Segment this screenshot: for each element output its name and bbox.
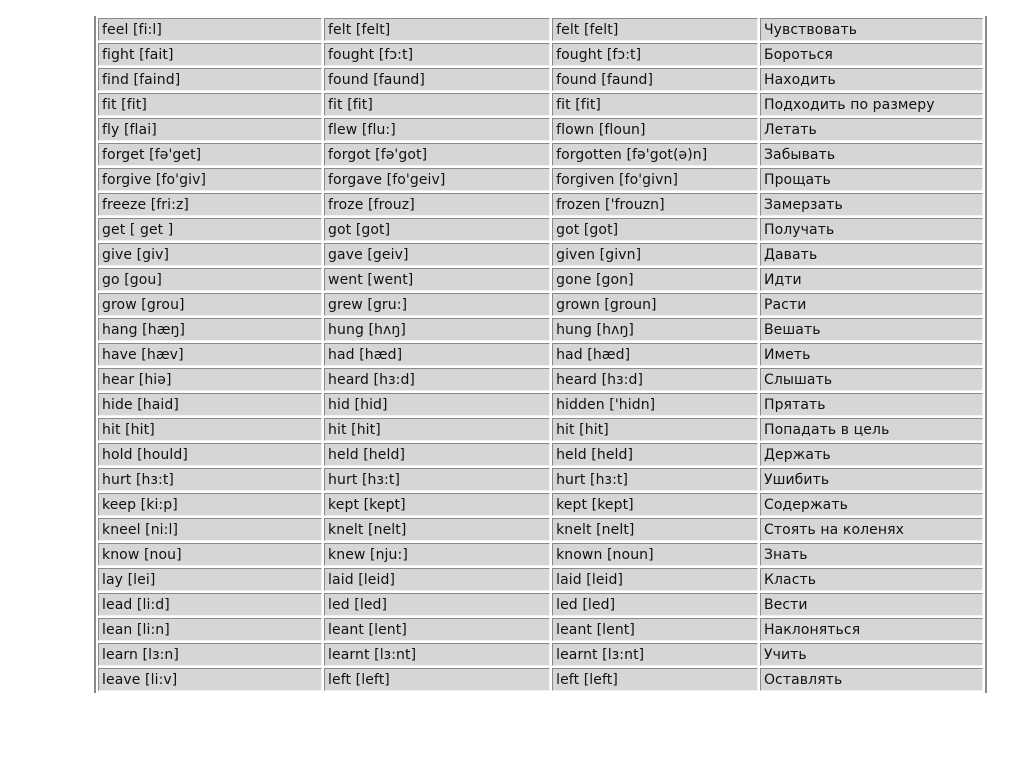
table-row: [98, 218, 983, 241]
irregular-verbs-table: [94, 16, 987, 693]
table-row: [98, 168, 983, 191]
translation-cell: Слышать: [760, 368, 983, 391]
past-participle-cell: knelt [nelt]: [552, 518, 758, 541]
table-row: [98, 68, 983, 91]
table-row: [98, 468, 983, 491]
table-row: [98, 243, 983, 266]
translation-cell: Вести: [760, 593, 983, 616]
infinitive-cell: hit [hit]: [98, 418, 322, 441]
translation-cell: Ушибить: [760, 468, 983, 491]
translation-cell: Попадать в цель: [760, 418, 983, 441]
past-simple-cell: hit [hit]: [324, 418, 550, 441]
infinitive-cell: feel [fi:l]: [98, 18, 322, 41]
table-row: [98, 143, 983, 166]
table-row: [98, 318, 983, 341]
table-row: [98, 18, 983, 41]
infinitive-cell: find [faind]: [98, 68, 322, 91]
past-participle-cell: forgotten [fə'got(ə)n]: [552, 143, 758, 166]
table-row: [98, 268, 983, 291]
verbs-table-body: [98, 18, 983, 691]
translation-cell: Наклоняться: [760, 618, 983, 641]
past-participle-cell: gone [gon]: [552, 268, 758, 291]
past-simple-cell: went [went]: [324, 268, 550, 291]
infinitive-cell: kneel [ni:l]: [98, 518, 322, 541]
table-row: [98, 643, 983, 666]
infinitive-cell: forget [fə'get]: [98, 143, 322, 166]
infinitive-cell: lean [li:n]: [98, 618, 322, 641]
infinitive-cell: freeze [fri:z]: [98, 193, 322, 216]
past-simple-cell: knew [nju:]: [324, 543, 550, 566]
past-participle-cell: hurt [hɜ:t]: [552, 468, 758, 491]
infinitive-cell: leave [li:v]: [98, 668, 322, 691]
translation-cell: Давать: [760, 243, 983, 266]
past-participle-cell: kept [kept]: [552, 493, 758, 516]
table-row: [98, 618, 983, 641]
past-simple-cell: flew [flu:]: [324, 118, 550, 141]
past-participle-cell: heard [hɜ:d]: [552, 368, 758, 391]
past-simple-cell: forgave [fo'geiv]: [324, 168, 550, 191]
past-simple-cell: grew [gru:]: [324, 293, 550, 316]
past-simple-cell: froze [frouz]: [324, 193, 550, 216]
translation-cell: Находить: [760, 68, 983, 91]
table-row: [98, 568, 983, 591]
table-row: [98, 543, 983, 566]
past-participle-cell: fit [fit]: [552, 93, 758, 116]
translation-cell: Летать: [760, 118, 983, 141]
past-simple-cell: felt [felt]: [324, 18, 550, 41]
past-simple-cell: learnt [lɜ:nt]: [324, 643, 550, 666]
past-simple-cell: kept [kept]: [324, 493, 550, 516]
past-participle-cell: got [got]: [552, 218, 758, 241]
table-row: [98, 393, 983, 416]
table-row: [98, 343, 983, 366]
translation-cell: Держать: [760, 443, 983, 466]
table-row: [98, 493, 983, 516]
past-simple-cell: fought [fɔ:t]: [324, 43, 550, 66]
table-row: [98, 293, 983, 316]
translation-cell: Забывать: [760, 143, 983, 166]
past-simple-cell: left [left]: [324, 668, 550, 691]
past-participle-cell: grown [groun]: [552, 293, 758, 316]
past-participle-cell: fought [fɔ:t]: [552, 43, 758, 66]
translation-cell: Иметь: [760, 343, 983, 366]
past-simple-cell: forgot [fə'got]: [324, 143, 550, 166]
table-row: [98, 443, 983, 466]
translation-cell: Стоять на коленях: [760, 518, 983, 541]
infinitive-cell: forgive [fo'giv]: [98, 168, 322, 191]
infinitive-cell: lay [lei]: [98, 568, 322, 591]
infinitive-cell: have [hæv]: [98, 343, 322, 366]
infinitive-cell: learn [lɜ:n]: [98, 643, 322, 666]
infinitive-cell: fight [fait]: [98, 43, 322, 66]
infinitive-cell: know [nou]: [98, 543, 322, 566]
past-participle-cell: laid [leid]: [552, 568, 758, 591]
translation-cell: Получать: [760, 218, 983, 241]
past-participle-cell: given [givn]: [552, 243, 758, 266]
translation-cell: Класть: [760, 568, 983, 591]
table-row: [98, 93, 983, 116]
translation-cell: Содержать: [760, 493, 983, 516]
past-participle-cell: known [noun]: [552, 543, 758, 566]
translation-cell: Прятать: [760, 393, 983, 416]
translation-cell: Подходить по размеру: [760, 93, 983, 116]
translation-cell: Идти: [760, 268, 983, 291]
past-participle-cell: leant [lent]: [552, 618, 758, 641]
past-simple-cell: held [held]: [324, 443, 550, 466]
translation-cell: Замерзать: [760, 193, 983, 216]
past-simple-cell: leant [lent]: [324, 618, 550, 641]
past-simple-cell: got [got]: [324, 218, 550, 241]
past-simple-cell: hung [hʌŋ]: [324, 318, 550, 341]
past-simple-cell: led [led]: [324, 593, 550, 616]
infinitive-cell: hang [hæŋ]: [98, 318, 322, 341]
past-participle-cell: forgiven [fo'givn]: [552, 168, 758, 191]
translation-cell: Знать: [760, 543, 983, 566]
past-participle-cell: led [led]: [552, 593, 758, 616]
translation-cell: Расти: [760, 293, 983, 316]
past-simple-cell: fit [fit]: [324, 93, 550, 116]
infinitive-cell: hear [hiə]: [98, 368, 322, 391]
infinitive-cell: keep [ki:p]: [98, 493, 322, 516]
infinitive-cell: get [ get ]: [98, 218, 322, 241]
past-participle-cell: found [faund]: [552, 68, 758, 91]
past-simple-cell: knelt [nelt]: [324, 518, 550, 541]
translation-cell: Бороться: [760, 43, 983, 66]
translation-cell: Прощать: [760, 168, 983, 191]
past-participle-cell: learnt [lɜ:nt]: [552, 643, 758, 666]
table-row: [98, 118, 983, 141]
infinitive-cell: hold [hould]: [98, 443, 322, 466]
table-row: [98, 668, 983, 691]
table-row: [98, 418, 983, 441]
past-simple-cell: hid [hid]: [324, 393, 550, 416]
past-participle-cell: hit [hit]: [552, 418, 758, 441]
past-participle-cell: hidden ['hidn]: [552, 393, 758, 416]
infinitive-cell: fit [fit]: [98, 93, 322, 116]
past-simple-cell: gave [geiv]: [324, 243, 550, 266]
infinitive-cell: lead [li:d]: [98, 593, 322, 616]
infinitive-cell: go [gou]: [98, 268, 322, 291]
translation-cell: Учить: [760, 643, 983, 666]
table-row: [98, 43, 983, 66]
table-row: [98, 518, 983, 541]
past-participle-cell: held [held]: [552, 443, 758, 466]
past-simple-cell: had [hæd]: [324, 343, 550, 366]
past-simple-cell: hurt [hɜ:t]: [324, 468, 550, 491]
translation-cell: Оставлять: [760, 668, 983, 691]
infinitive-cell: hurt [hɜ:t]: [98, 468, 322, 491]
past-participle-cell: had [hæd]: [552, 343, 758, 366]
past-participle-cell: hung [hʌŋ]: [552, 318, 758, 341]
table-row: [98, 593, 983, 616]
past-simple-cell: heard [hɜ:d]: [324, 368, 550, 391]
table-row: [98, 368, 983, 391]
infinitive-cell: fly [flai]: [98, 118, 322, 141]
past-simple-cell: found [faund]: [324, 68, 550, 91]
past-participle-cell: flown [floun]: [552, 118, 758, 141]
table-row: [98, 193, 983, 216]
past-simple-cell: laid [leid]: [324, 568, 550, 591]
infinitive-cell: grow [grou]: [98, 293, 322, 316]
past-participle-cell: frozen ['frouzn]: [552, 193, 758, 216]
translation-cell: Вешать: [760, 318, 983, 341]
infinitive-cell: hide [haid]: [98, 393, 322, 416]
past-participle-cell: felt [felt]: [552, 18, 758, 41]
translation-cell: Чувствовать: [760, 18, 983, 41]
infinitive-cell: give [giv]: [98, 243, 322, 266]
past-participle-cell: left [left]: [552, 668, 758, 691]
